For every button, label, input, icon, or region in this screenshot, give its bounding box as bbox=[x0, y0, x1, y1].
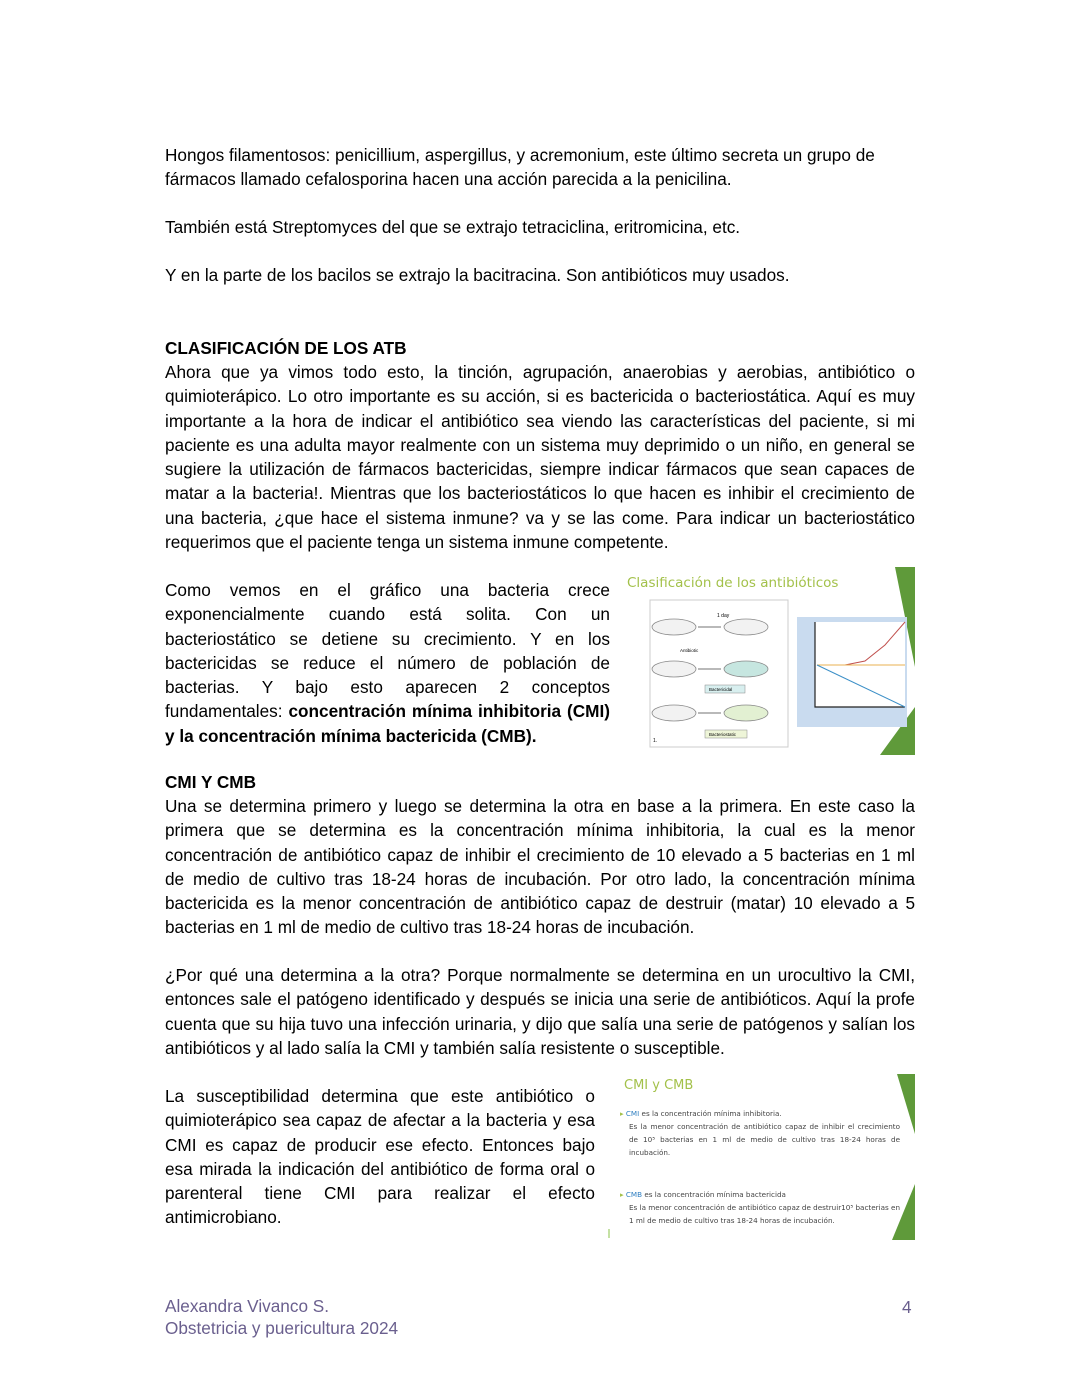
paragraph-por-que: ¿Por qué una determina a la otra? Porque normalmente se determina en un urocultivo la CMI, entonces sale el patógeno identificado y después se inicia una serie de antibióticos. Aquí la profe cuenta que su hija tuvo una infección urinaria, y dijo que salía una serie de patógenos y salían los antibióticos y al lado salía la CMI y también salía resistente o susceptible. bbox=[165, 965, 915, 1058]
antibiotic-label: Antibiotic bbox=[680, 648, 699, 653]
graph-text: Como vemos en el gráfico una bacteria crece exponencialmente cuando está solita. Con un bacteriostático se detiene su crecimiento. Y en los bactericidas se reduce el número de población de bacterias. Y bajo esto aparecen 2 conceptos fundamentales: bbox=[165, 580, 610, 722]
footer-author: Alexandra Vivanco S. bbox=[165, 1296, 330, 1316]
def-cmi: es la concentración mínima inhibitoria. bbox=[639, 1109, 782, 1118]
paragraph-hongos: Hongos filamentosos: penicillium, aspergillus, y acremonium, este último secreta un grupo de fármacos llamado cefalosporina hacen una acción parecida a la penicilina. bbox=[165, 145, 875, 190]
figure-illustration bbox=[625, 567, 915, 755]
term-cmb: CMB bbox=[625, 1190, 643, 1199]
term-cmi: CMI bbox=[625, 1109, 640, 1118]
def-cmb: es la concentración mínima bactericida bbox=[642, 1190, 786, 1199]
figure-cmi-cmb-slide bbox=[607, 1074, 915, 1240]
bacteriostatic-label: Bacteriostatic bbox=[709, 732, 737, 737]
bactericidal-label: Bactericidal bbox=[709, 687, 733, 692]
page-number: 4 bbox=[902, 1297, 912, 1317]
slide-title: CMI y CMB bbox=[624, 1078, 694, 1093]
paragraph-susceptibilidad: La susceptibilidad determina que este antibiótico o quimioterápico sea capaz de afectar a la bacteria y esa CMI es capaz de producir ese efecto. Entonces bajo esa mirada la indicación del antibiótico de forma oral o parenteral tiene CMI para realizar el efecto antimicrobiano. bbox=[165, 1086, 595, 1228]
heading-cmi-cmb: CMI Y CMB bbox=[165, 772, 257, 792]
bullet-cmb: ▸ CMB es la concentración mínima bactericida Es la menor concentración de antibiótico capaz de destruir10⁵ bacterias en 1 ml de medio de cultivo tras 18-24 horas de incubación. bbox=[620, 1190, 901, 1225]
heading-clasificacion: CLASIFICACIÓN DE LOS ATB bbox=[165, 338, 407, 358]
paragraph-bacilos: Y en la parte de los bacilos se extrajo la bacitracina. Son antibióticos muy usados. bbox=[165, 265, 790, 285]
figure-clasificacion-antibioticos bbox=[625, 567, 915, 755]
paragraph-clasificacion: Ahora que ya vimos todo esto, la tinción, agrupación, anaerobias y aerobias, antibiótico o quimioterápico. Lo otro importante es su acción, si es bactericida o bacteriostática. Aquí es muy importante a la hora de indicar el antibiótico sea viendo las características del paciente, si mi paciente es una adulta mayor realmente con un sistema muy deprimido o un niño, en general se sugiere la utilización de fármacos bactericidas, siempre indicar fármacos que sean capaces de matar a la bacteria!. Mientras que los bacteriostáticos lo que hacen es inhibir el crecimiento de una bacteria, ¿que hace el sistema inmune? va y se las come. Para indicar un bacteriostático requerimos que el paciente tenga un sistema inmune competente. bbox=[165, 362, 915, 553]
detail-cmb: Es la menor concentración de antibiótico capaz de destruir10⁵ bacterias en 1 ml de medio de cultivo tras 18-24 horas de incubación. bbox=[629, 1203, 901, 1225]
paragraph-grafico bbox=[165, 578, 610, 748]
panel-number: 1. bbox=[653, 738, 658, 744]
detail-cmi: Es la menor concentración de antibiótico capaz de inhibir el crecimiento de 10⁵ bacterias en 1 ml de medio de cultivo tras 18-24 horas de incubación. bbox=[629, 1122, 900, 1157]
paragraph-cmi-cmb: Una se determina primero y luego se determina la otra en base a la primera. En este caso la primera que se determina es la concentración mínima inhibitoria, la cual es la menor concentración de antibiótico capaz de inhibir el crecimiento de 10 elevado a 5 bacterias en 1 ml de medio de cultivo tras 18-24 horas de incubación. Por otro lado, la concentración mínima bactericida es la menor concentración de antibiótico capaz de destruir (matar) 10 elevado a 5 bacterias en 1 ml de medio de cultivo tras 18-24 horas de incubación. bbox=[165, 796, 915, 938]
day-label: 1 day bbox=[717, 613, 730, 619]
paragraph-streptomyces: También está Streptomyces del que se extrajo tetraciclina, eritromicina, etc. bbox=[165, 217, 741, 237]
footer-course: Obstetricia y puericultura 2024 bbox=[165, 1318, 399, 1338]
bullet-cmi: ▸ CMI es la concentración mínima inhibitoria. Es la menor concentración de antibiótico capaz de inhibir el crecimiento de 10⁵ bacterias en 1 ml de medio de cultivo tras 18-24 horas de incubación. bbox=[620, 1109, 900, 1157]
figure-title: Clasificación de los antibióticos bbox=[627, 575, 839, 591]
graph-text-bold: concentración mínima inhibitoria (CMI) y la concentración mínima bactericida (CMB). bbox=[165, 701, 610, 746]
